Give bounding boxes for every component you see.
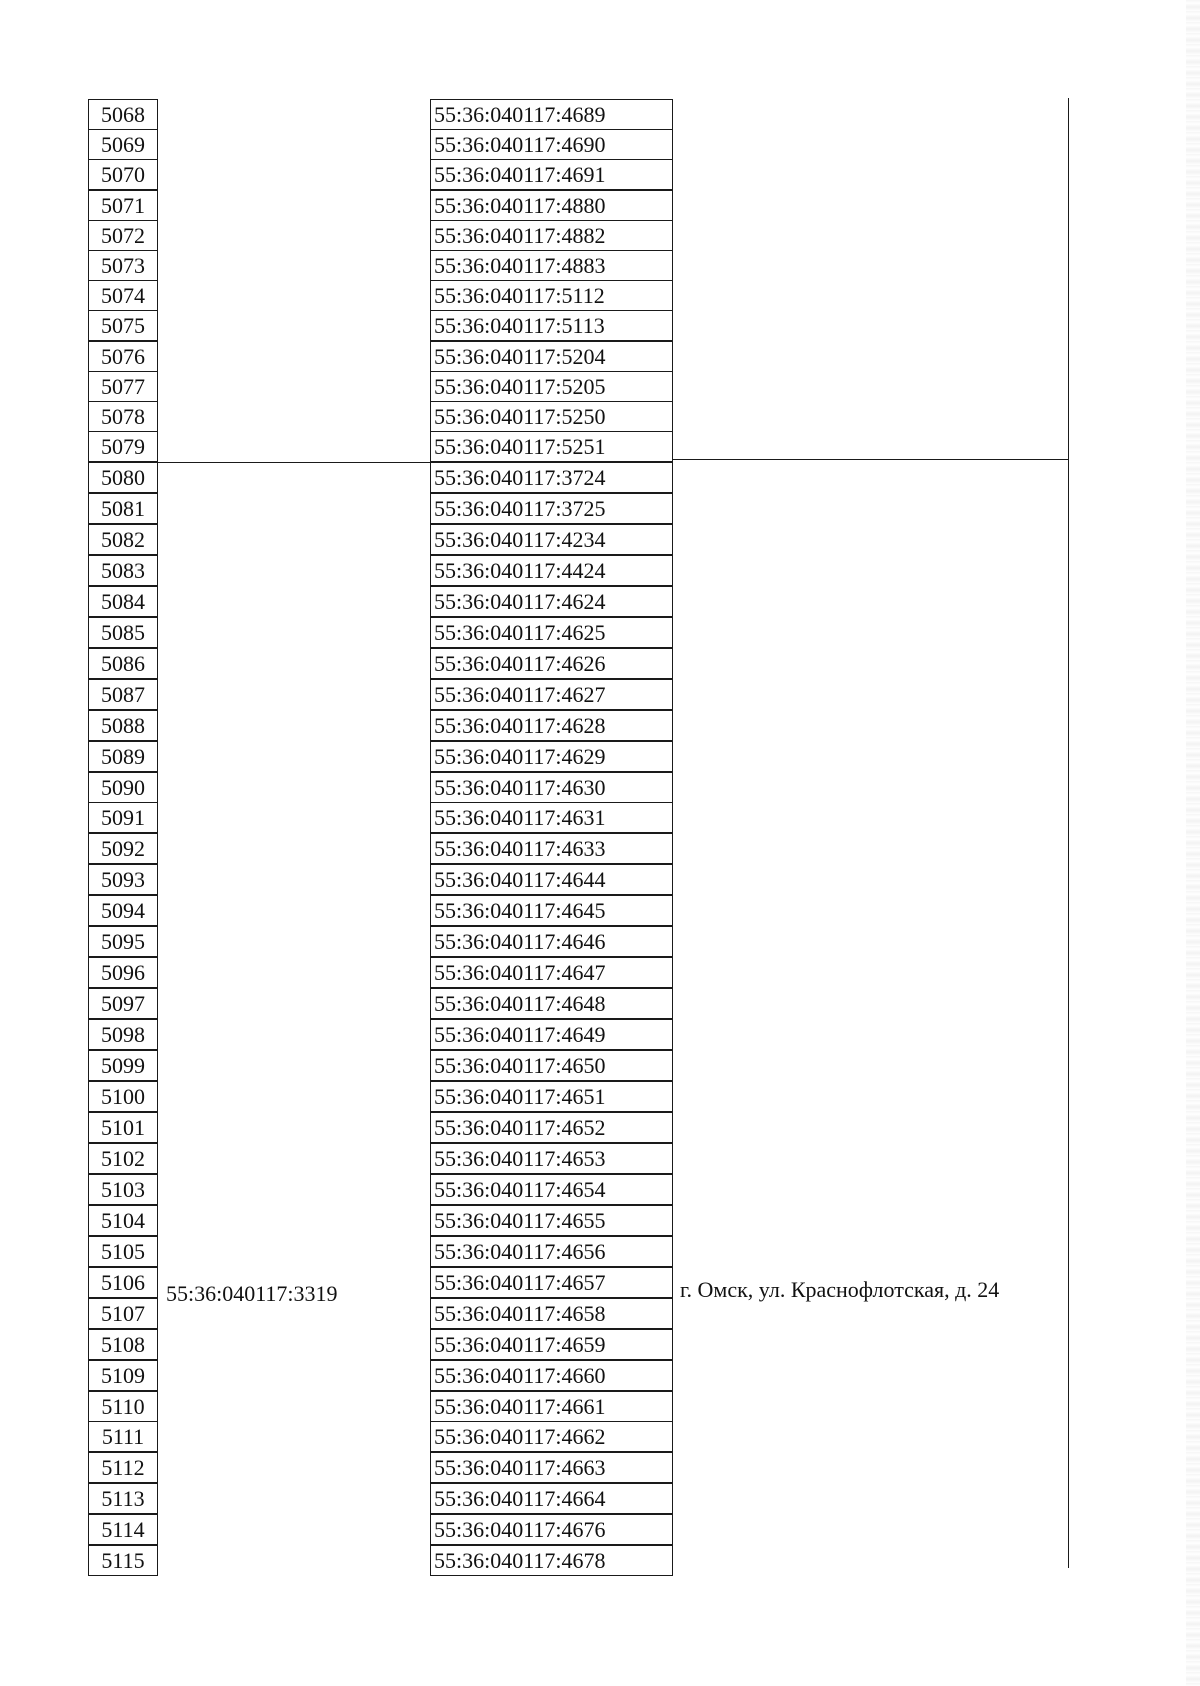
cadastral-number-cell: 55:36:040117:4657 — [430, 1267, 673, 1298]
row-number-cell: 5097 — [88, 988, 158, 1019]
row-number-cell: 5076 — [88, 341, 158, 372]
table-right-border — [1068, 98, 1069, 1568]
cadastral-number-cell: 55:36:040117:4654 — [430, 1174, 673, 1205]
group-divider-right — [673, 459, 1068, 460]
row-number-cell: 5079 — [88, 431, 158, 462]
cadastral-number-cell: 55:36:040117:4656 — [430, 1236, 673, 1267]
row-number-cell: 5099 — [88, 1050, 158, 1081]
cadastral-number-cell: 55:36:040117:5205 — [430, 371, 673, 402]
cadastral-number-cell: 55:36:040117:4646 — [430, 926, 673, 957]
row-number-cell: 5075 — [88, 310, 158, 341]
row-number-cell: 5103 — [88, 1174, 158, 1205]
row-number-cell: 5112 — [88, 1452, 158, 1483]
cadastral-number-cell: 55:36:040117:4647 — [430, 957, 673, 988]
cadastral-number-cell: 55:36:040117:4630 — [430, 772, 673, 803]
row-number-cell: 5114 — [88, 1514, 158, 1545]
row-number-cell: 5090 — [88, 772, 158, 803]
row-number-cell: 5113 — [88, 1483, 158, 1514]
cadastral-number-cell: 55:36:040117:4662 — [430, 1421, 673, 1452]
row-number-cell: 5072 — [88, 220, 158, 251]
row-number-cell: 5091 — [88, 802, 158, 833]
cadastral-number-cell: 55:36:040117:4234 — [430, 524, 673, 555]
row-number-cell: 5092 — [88, 833, 158, 864]
cadastral-number-cell: 55:36:040117:4653 — [430, 1143, 673, 1174]
row-number-cell: 5077 — [88, 371, 158, 402]
row-number-cell: 5078 — [88, 401, 158, 432]
row-number-cell: 5106 — [88, 1267, 158, 1298]
cadastral-number-cell: 55:36:040117:4664 — [430, 1483, 673, 1514]
row-number-cell: 5096 — [88, 957, 158, 988]
row-number-cell: 5111 — [88, 1421, 158, 1452]
row-number-cell: 5073 — [88, 250, 158, 281]
cadastral-number-cell: 55:36:040117:4689 — [430, 99, 673, 130]
row-number-cell: 5071 — [88, 190, 158, 221]
cadastral-number-cell: 55:36:040117:4883 — [430, 250, 673, 281]
cadastral-number-cell: 55:36:040117:4424 — [430, 555, 673, 586]
row-number-cell: 5107 — [88, 1298, 158, 1329]
row-number-cell: 5086 — [88, 648, 158, 679]
row-number-cell: 5085 — [88, 617, 158, 648]
cadastral-number-cell: 55:36:040117:4645 — [430, 895, 673, 926]
cadastral-number-cell: 55:36:040117:4882 — [430, 220, 673, 251]
cadastral-number-cell: 55:36:040117:4629 — [430, 741, 673, 772]
cadastral-number-cell: 55:36:040117:4627 — [430, 679, 673, 710]
row-number-cell: 5100 — [88, 1081, 158, 1112]
row-number-cell: 5081 — [88, 493, 158, 524]
row-number-cell: 5070 — [88, 159, 158, 190]
scan-edge-noise — [1186, 0, 1200, 1686]
row-number-cell: 5088 — [88, 710, 158, 741]
row-number-cell: 5089 — [88, 741, 158, 772]
cadastral-number-cell: 55:36:040117:4648 — [430, 988, 673, 1019]
cadastral-number-cell: 55:36:040117:5113 — [430, 310, 673, 341]
row-number-cell: 5084 — [88, 586, 158, 617]
cadastral-number-cell: 55:36:040117:5204 — [430, 341, 673, 372]
cadastral-number-cell: 55:36:040117:4626 — [430, 648, 673, 679]
cadastral-number-cell: 55:36:040117:4652 — [430, 1112, 673, 1143]
cadastral-number-cell: 55:36:040117:4625 — [430, 617, 673, 648]
cadastral-number-cell: 55:36:040117:4628 — [430, 710, 673, 741]
row-number-cell: 5101 — [88, 1112, 158, 1143]
cadastral-number-cell: 55:36:040117:4624 — [430, 586, 673, 617]
cadastral-number-cell: 55:36:040117:4650 — [430, 1050, 673, 1081]
cadastral-number-cell: 55:36:040117:4660 — [430, 1360, 673, 1391]
cadastral-number-cell: 55:36:040117:3725 — [430, 493, 673, 524]
row-number-cell: 5093 — [88, 864, 158, 895]
cadastral-number-cell: 55:36:040117:4655 — [430, 1205, 673, 1236]
cadastral-number-cell: 55:36:040117:3724 — [430, 462, 673, 493]
row-number-cell: 5098 — [88, 1019, 158, 1050]
cadastral-number-cell: 55:36:040117:4676 — [430, 1514, 673, 1545]
cadastral-number-cell: 55:36:040117:4633 — [430, 833, 673, 864]
row-number-cell: 5074 — [88, 280, 158, 311]
cadastral-number-cell: 55:36:040117:4644 — [430, 864, 673, 895]
cadastral-number-cell: 55:36:040117:4649 — [430, 1019, 673, 1050]
row-number-cell: 5102 — [88, 1143, 158, 1174]
cadastral-number-cell: 55:36:040117:4631 — [430, 802, 673, 833]
row-number-cell: 5083 — [88, 555, 158, 586]
property-address: г. Омск, ул. Краснофлотская, д. 24 — [680, 1277, 1000, 1302]
cadastral-number-cell: 55:36:040117:4651 — [430, 1081, 673, 1112]
cadastral-number-cell: 55:36:040117:4880 — [430, 190, 673, 221]
row-number-cell: 5087 — [88, 679, 158, 710]
row-number-cell: 5068 — [88, 99, 158, 130]
cadastral-number-cell: 55:36:040117:4691 — [430, 159, 673, 190]
row-number-cell: 5110 — [88, 1391, 158, 1422]
cadastral-number-cell: 55:36:040117:4661 — [430, 1391, 673, 1422]
row-number-cell: 5104 — [88, 1205, 158, 1236]
row-number-cell: 5115 — [88, 1545, 158, 1576]
row-number-cell: 5095 — [88, 926, 158, 957]
cadastral-number-cell: 55:36:040117:4678 — [430, 1545, 673, 1576]
group-divider-left — [158, 462, 430, 463]
cadastral-number-cell: 55:36:040117:5250 — [430, 401, 673, 432]
cadastral-number-cell: 55:36:040117:4658 — [430, 1298, 673, 1329]
row-number-cell: 5082 — [88, 524, 158, 555]
cadastral-number-cell: 55:36:040117:4690 — [430, 129, 673, 160]
row-number-cell: 5094 — [88, 895, 158, 926]
cadastral-number-cell: 55:36:040117:4659 — [430, 1329, 673, 1360]
parcel-cadastral-number: 55:36:040117:3319 — [166, 1281, 338, 1306]
row-number-cell: 5069 — [88, 129, 158, 160]
cadastral-number-cell: 55:36:040117:4663 — [430, 1452, 673, 1483]
cadastral-number-cell: 55:36:040117:5251 — [430, 431, 673, 462]
cadastral-number-cell: 55:36:040117:5112 — [430, 280, 673, 311]
row-number-cell: 5109 — [88, 1360, 158, 1391]
row-number-cell: 5080 — [88, 462, 158, 493]
row-number-cell: 5105 — [88, 1236, 158, 1267]
row-number-cell: 5108 — [88, 1329, 158, 1360]
